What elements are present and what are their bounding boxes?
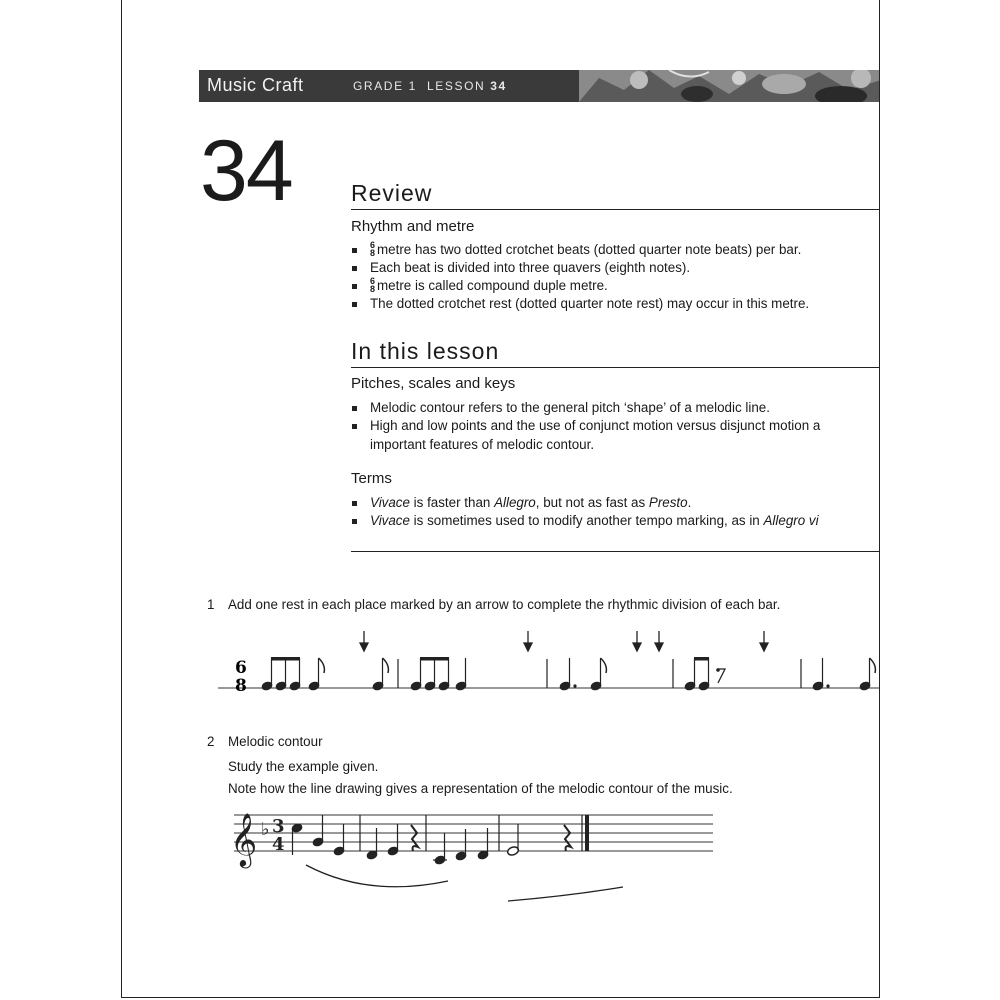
list-item: The dotted crotchet rest (dotted quarter note rest) may occur in this metre.: [351, 295, 809, 313]
flat-icon: ♭: [261, 819, 270, 840]
treble-clef-icon: 𝄞: [230, 812, 258, 866]
list-item: Melodic contour refers to the general pitch ‘shape’ of a melodic line.: [351, 399, 820, 417]
pitches-bullet-continuation: important features of melodic contour.: [370, 437, 595, 452]
exercise-1-instruction: Add one rest in each place marked by an arrow to complete the rhythmic division of each bar.: [228, 597, 781, 612]
bar-1: [261, 657, 398, 691]
pitches-subhead: Pitches, scales and keys: [351, 375, 516, 392]
exercise-2-line-2: Note how the line drawing gives a representation of the melodic contour of the music.: [228, 781, 733, 796]
bar-4: [684, 657, 801, 691]
bar-5: [812, 658, 875, 691]
pitches-bullets: [351, 399, 820, 435]
rhythm-staff: [218, 625, 880, 705]
header-decorative-illustration: [579, 70, 880, 102]
list-item: Vivace is sometimes used to modify another tempo marking, as in Allegro vi: [351, 512, 819, 530]
textbook-page: [121, 0, 880, 998]
terms-subhead: Terms: [351, 470, 392, 487]
time-signature-top: 3: [272, 816, 285, 837]
exercise-2-number: 2: [207, 734, 215, 749]
exercise-2-title: Melodic contour: [228, 734, 323, 749]
in-this-lesson-title: In this lesson: [351, 338, 500, 364]
bar-2: [410, 657, 547, 691]
five-line-staff: [234, 815, 713, 851]
grade-label: GRADE 1: [353, 79, 417, 93]
exercise-1-number: 1: [207, 597, 215, 612]
time-signature-top: 6: [235, 658, 247, 678]
review-rule: [351, 209, 880, 210]
time-signature-bottom: 4: [272, 834, 285, 855]
bar-3: [559, 658, 673, 691]
header-lesson-label: LESSON 34: [427, 79, 507, 93]
terms-rule: [351, 551, 880, 552]
melody-staff: [218, 803, 728, 913]
terms-bullets: [351, 494, 819, 530]
quarter-rest-icon: [411, 825, 418, 851]
contour-curve-1: [306, 865, 448, 887]
time-signature: 6 8: [370, 276, 376, 294]
review-title: Review: [351, 180, 433, 206]
contour-curve-2: [508, 887, 623, 901]
exercise-2-line-1: Study the example given.: [228, 759, 379, 774]
lesson-number: 34: [200, 123, 292, 219]
list-item: Vivace is faster than Allegro, but not as fast as Presto.: [351, 494, 819, 512]
list-item: High and low points and the use of conjunct motion versus disjunct motion a: [351, 417, 820, 435]
review-bullets: [351, 241, 809, 313]
arrow-down-icon: [760, 631, 768, 651]
time-signature-bottom: 8: [235, 676, 247, 696]
quarter-rest-icon: [564, 825, 571, 851]
arrow-down-icon: [633, 631, 641, 651]
series-title: Music Craft: [207, 75, 304, 95]
list-item: Each beat is divided into three quavers (eighth notes).: [351, 259, 809, 277]
arrow-down-icon: [360, 631, 368, 651]
list-item: 6 8 metre has two dotted crotchet beats (dotted quarter note beats) per bar.: [351, 241, 809, 259]
rhythm-metre-subhead: Rhythm and metre: [351, 218, 475, 235]
lesson-rule: [351, 367, 880, 368]
header-band: [199, 70, 880, 102]
time-signature: 6 8: [370, 240, 376, 258]
arrow-down-icon: [524, 631, 532, 651]
arrow-down-icon: [655, 631, 663, 651]
list-item: 6 8 metre is called compound duple metre.: [351, 277, 809, 295]
